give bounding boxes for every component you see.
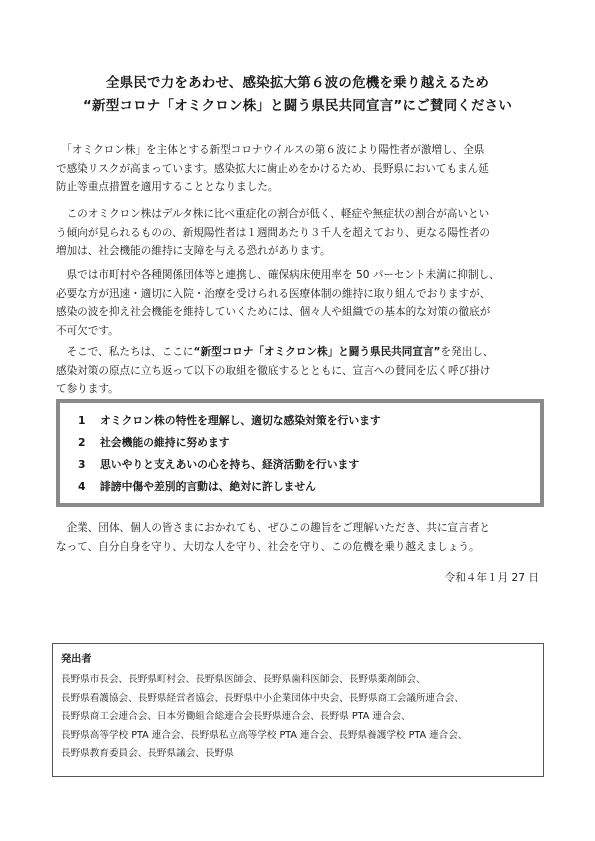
declaration-title-line1: 全県民で力をあわせ、感染拡大第６波の危機を乗り越えるため [105, 75, 490, 91]
action-item-text: 誹謗中傷や差別的言動は、絶対に許しません [100, 480, 316, 493]
issuers-line: 長野県高等学校 PTA 連合会、長野県私立高等学校 PTA 連合会、長野県養護学校 PTA 連合会、 [61, 729, 468, 741]
declaration-paragraph [56, 343, 550, 399]
issuers-heading: 発出者 [61, 654, 92, 665]
action-item-number: 3 [78, 458, 86, 471]
text-line: う傾向が見られるものの、新規陽性者は１週間あたり３千人を超えており、更なる陽性者の [56, 226, 490, 239]
text-line: 増加は、社会機能の維持に支障を与える恐れがあります。 [56, 245, 331, 258]
text-line: そこで、私たちは、ここに“新型コロナ「オミクロン株」と闘う県民共同宣言”を発出し、 [66, 346, 494, 358]
action-item [78, 457, 359, 473]
action-item [78, 479, 316, 495]
issuers-box [52, 643, 544, 777]
text-line: 企業、団体、個人の皆さまにおかれても、ぜひこの趣旨をご理解いただき、共に宣言者と [66, 522, 490, 534]
action-item-number: 4 [78, 480, 86, 493]
text-line: 県では市町村や各種関係団体等と連携し、確保病床使用率を 50 パーセント未満に抑制し、 [66, 269, 500, 281]
text-line: 感染対策の原点に立ち返って以下の取組を徹底するとともに、宣言への賛同を広く呼び掛け [56, 364, 491, 377]
action-item [78, 413, 381, 429]
text-line: なって、自分自身を守り、大切な人を守り、社会を守り、この危機を乗り越えましょう。 [56, 540, 480, 553]
text-line: 感染の波を抑え社会機能を維持していくためには、個々人や組織での基本的な対策の徹底が [56, 306, 491, 319]
action-item-number: 1 [78, 414, 86, 427]
text-line: で感染リスクが高まっています。感染拡大に歯止めをかけるため、長野県においてもまん延 [56, 162, 489, 175]
text-line: 防止等重点措置を適用することとなりました。 [56, 181, 279, 194]
issuers-list [61, 671, 467, 764]
action-item-text: オミクロン株の特性を理解し、適切な感染対策を行います [100, 414, 381, 427]
intro-paragraph [56, 141, 550, 197]
action-item-text: 思いやりと支えあいの心を持ち、経済活動を行います [100, 458, 360, 471]
action-items-box [56, 399, 544, 507]
text-line: 不可欠です。 [56, 324, 119, 337]
issuers-line: 長野県市長会、長野県町村会、長野県医師会、長野県歯科医師会、長野県薬剤師会、 [61, 674, 426, 685]
text-line: 「オミクロン株」を主体とする新型コロナウイルスの第６波により陽性者が激増し、全県 [66, 144, 485, 156]
action-item-number: 2 [78, 436, 86, 449]
text-line: 必要な方が迅速・適切に入院・治療を受けられる医療体制の維持に取り組んでおりますが、 [56, 287, 491, 300]
omicron-paragraph [56, 205, 550, 261]
action-item-text: 社会機能の維持に努めます [100, 436, 230, 449]
declaration-title-line2: “新型コロナ「オミクロン株」と闘う県民共同宣言”にご賛同ください [82, 98, 513, 114]
issuers-line: 長野県看護協会、長野県経営者協会、長野県中小企業団体中央会、長野県商工会議所連合会、 [61, 692, 464, 704]
medical-system-paragraph [56, 266, 550, 340]
issuers-line: 長野県教育委員会、長野県議会、長野県 [61, 748, 234, 760]
declaration-name-emphasis: “新型コロナ「オミクロン株」と闘う県民共同宣言” [193, 346, 441, 358]
call-to-action-paragraph [56, 519, 550, 556]
text-line: このオミクロン株はデルタ株に比べ重症化の割合が低く、軽症や無症状の割合が高いとい [66, 208, 490, 220]
action-item [78, 435, 230, 451]
text-line: て参ります。 [56, 383, 119, 396]
issue-date: 令和４年１月 27 日 [444, 572, 539, 584]
issuers-line: 長野県商工会連合会、日本労働組合総連合会長野県連合会、長野県 PTA 連合会、 [61, 711, 411, 723]
